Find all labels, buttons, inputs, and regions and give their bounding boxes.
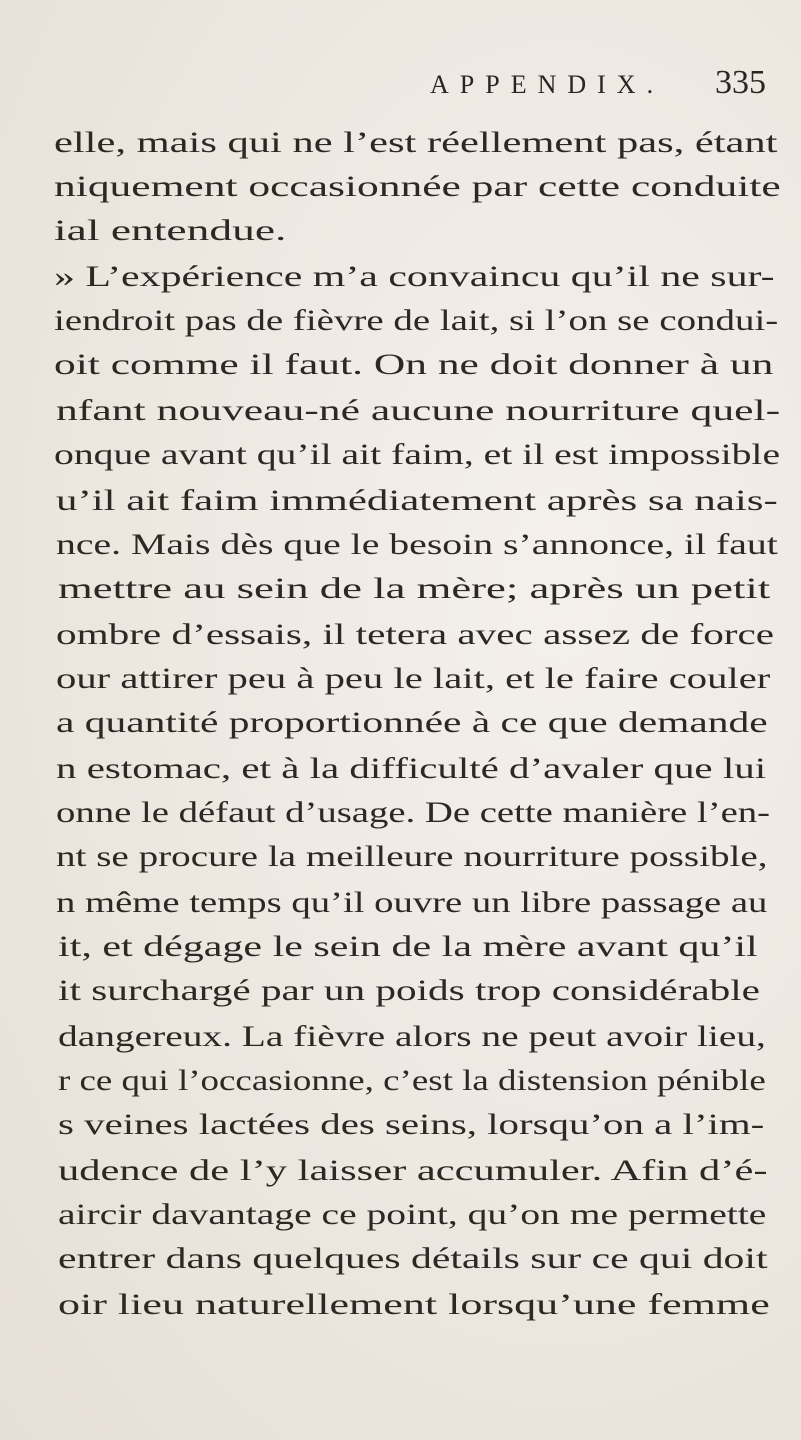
text-line: it surchargé par un poids trop considérable — [58, 974, 760, 1007]
text-line: » L’expérience m’a convaincu qu’il ne sur- — [54, 260, 775, 293]
page-header — [0, 64, 801, 110]
text-line: oir lieu naturellement lorsqu’une femme — [58, 1288, 770, 1321]
text-line: niquement occasionnée par cette conduite — [54, 170, 781, 203]
text-line: n estomac, et à la difficulté d’avaler que lui — [56, 752, 767, 785]
text-line: a quantité proportionnée à ce que demande — [56, 706, 768, 739]
text-line: elle, mais qui ne l’est réellement pas, étant — [54, 126, 778, 159]
text-line: oit comme il faut. On ne doit donner à un — [54, 348, 774, 381]
text-line: it, et dégage le sein de la mère avant qu’il — [58, 930, 758, 963]
text-line: r ce qui l’occasionne, c’est la distension pénible — [58, 1064, 766, 1097]
text-line: u’il ait faim immédiatement après sa nais- — [56, 484, 778, 517]
text-line: n même temps qu’il ouvre un libre passage au — [56, 886, 768, 919]
text-line: udence de l’y laisser accumuler. Afin d’é- — [58, 1154, 768, 1187]
page-number: 335 — [715, 64, 766, 101]
text-line: entrer dans quelques détails sur ce qui doit — [58, 1242, 768, 1275]
text-line: nfant nouveau-né aucune nourriture quel- — [56, 394, 781, 427]
text-line: ial entendue. — [54, 214, 287, 247]
text-line: dangereux. La fièvre alors ne peut avoir lieu, — [58, 1020, 766, 1053]
text-line: nt se procure la meilleure nourriture possible, — [56, 840, 768, 873]
text-line: onque avant qu’il ait faim, et il est impossible — [54, 438, 781, 471]
text-line: ombre d’essais, il tetera avec assez de force — [56, 618, 775, 651]
text-line: iendroit pas de fièvre de lait, si l’on se condui- — [54, 304, 779, 337]
text-line: onne le défaut d’usage. De cette manière l’en- — [56, 796, 771, 829]
text-line: mettre au sein de la mère; après un petit — [58, 572, 771, 605]
text-line: aircir davantage ce point, qu’on me permette — [58, 1198, 767, 1231]
running-head: APPENDIX. — [430, 70, 665, 99]
text-line: nce. Mais dès que le besoin s’annonce, il faut — [56, 528, 778, 561]
text-line: s veines lactées des seins, lorsqu’on a l’im- — [58, 1108, 765, 1141]
text-line: our attirer peu à peu le lait, et le faire couler — [56, 662, 771, 695]
